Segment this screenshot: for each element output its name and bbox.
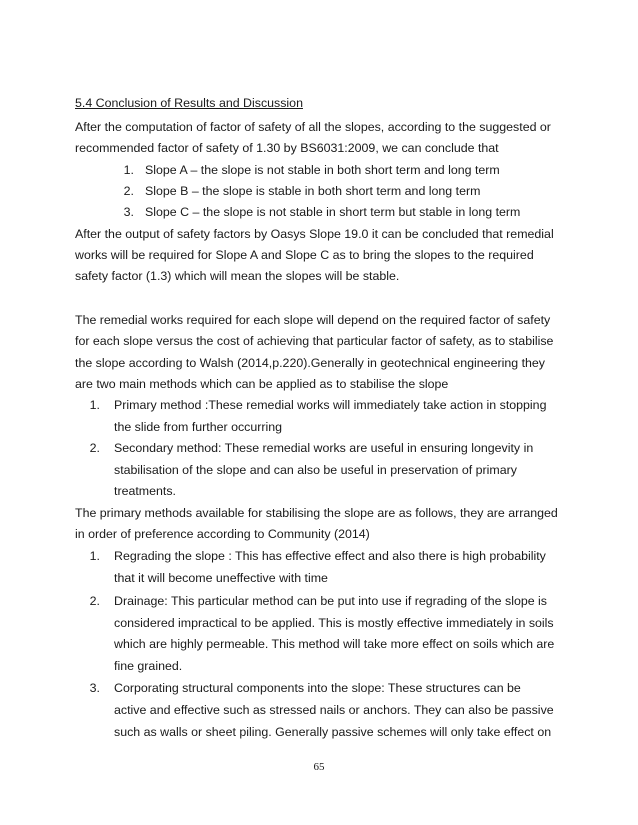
list-item: Regrading the slope : This has effective effect and also there is high probability [114, 549, 546, 563]
list-number: 3. [123, 205, 134, 219]
list-item-continuation: that it will become uneffective with time [114, 571, 328, 585]
paragraph-line: works will be required for Slope A and Slope C as to bring the slopes to the required [75, 248, 534, 262]
paragraph-line: After the output of safety factors by Oasys Slope 19.0 it can be concluded that remedial [75, 227, 554, 241]
paragraph-line: The remedial works required for each slope will depend on the required factor of safety [75, 313, 551, 327]
list-number: 2. [89, 441, 100, 455]
list-item-continuation: treatments. [114, 484, 176, 498]
paragraph-line: for each slope versus the cost of achieving that particular factor of safety, as to stabilise [75, 334, 554, 348]
page-number: 65 [313, 761, 325, 773]
list-item-continuation: which are highly permeable. This method will take more effect on soils which are [114, 637, 555, 651]
paragraph-line: in order of preference according to Community (2014) [75, 527, 370, 541]
list-item: Primary method :These remedial works will immediately take action in stopping [114, 398, 547, 412]
list-item-continuation: considered impractical to be applied. This is mostly effective immediately in soils [114, 616, 554, 630]
list-item-continuation: stabilisation of the slope and can also be useful in preservation of primary [114, 463, 517, 477]
list-item: Slope C – the slope is not stable in short term but stable in long term [145, 205, 521, 219]
list-item: Slope A – the slope is not stable in both short term and long term [145, 163, 500, 177]
section-heading: 5.4 Conclusion of Results and Discussion [75, 96, 303, 110]
list-item-continuation: fine grained. [114, 659, 183, 673]
list-number: 3. [89, 681, 100, 695]
paragraph-line: After the computation of factor of safety of all the slopes, according to the suggested or [75, 120, 551, 134]
paragraph-line: the slope according to Walsh (2014,p.220).Generally in geotechnical engineering they [75, 356, 545, 370]
list-item: Secondary method: These remedial works are useful in ensuring longevity in [114, 441, 534, 455]
list-item: Corporating structural components into the slope: These structures can be [114, 681, 521, 695]
list-number: 2. [123, 184, 134, 198]
list-number: 1. [89, 398, 100, 412]
list-item-continuation: the slide from further occurring [114, 420, 283, 434]
list-item-continuation: active and effective such as stressed nails or anchors. They can also be passive [114, 703, 554, 717]
list-item: Drainage: This particular method can be put into use if regrading of the slope is [114, 594, 548, 608]
list-number: 2. [89, 594, 100, 608]
paragraph-line: are two main methods which can be applied as to stabilise the slope [75, 377, 449, 391]
list-number: 1. [123, 163, 134, 177]
paragraph-line: recommended factor of safety of 1.30 by BS6031:2009, we can conclude that [75, 141, 499, 155]
paragraph-line: safety factor (1.3) which will mean the slopes will be stable. [75, 269, 400, 283]
list-item: Slope B – the slope is stable in both short term and long term [145, 184, 481, 198]
list-item-continuation: such as walls or sheet piling. Generally passive schemes will only take effect on [114, 725, 552, 739]
list-number: 1. [89, 549, 100, 563]
paragraph-line: The primary methods available for stabilising the slope are as follows, they are arranged [75, 506, 558, 520]
